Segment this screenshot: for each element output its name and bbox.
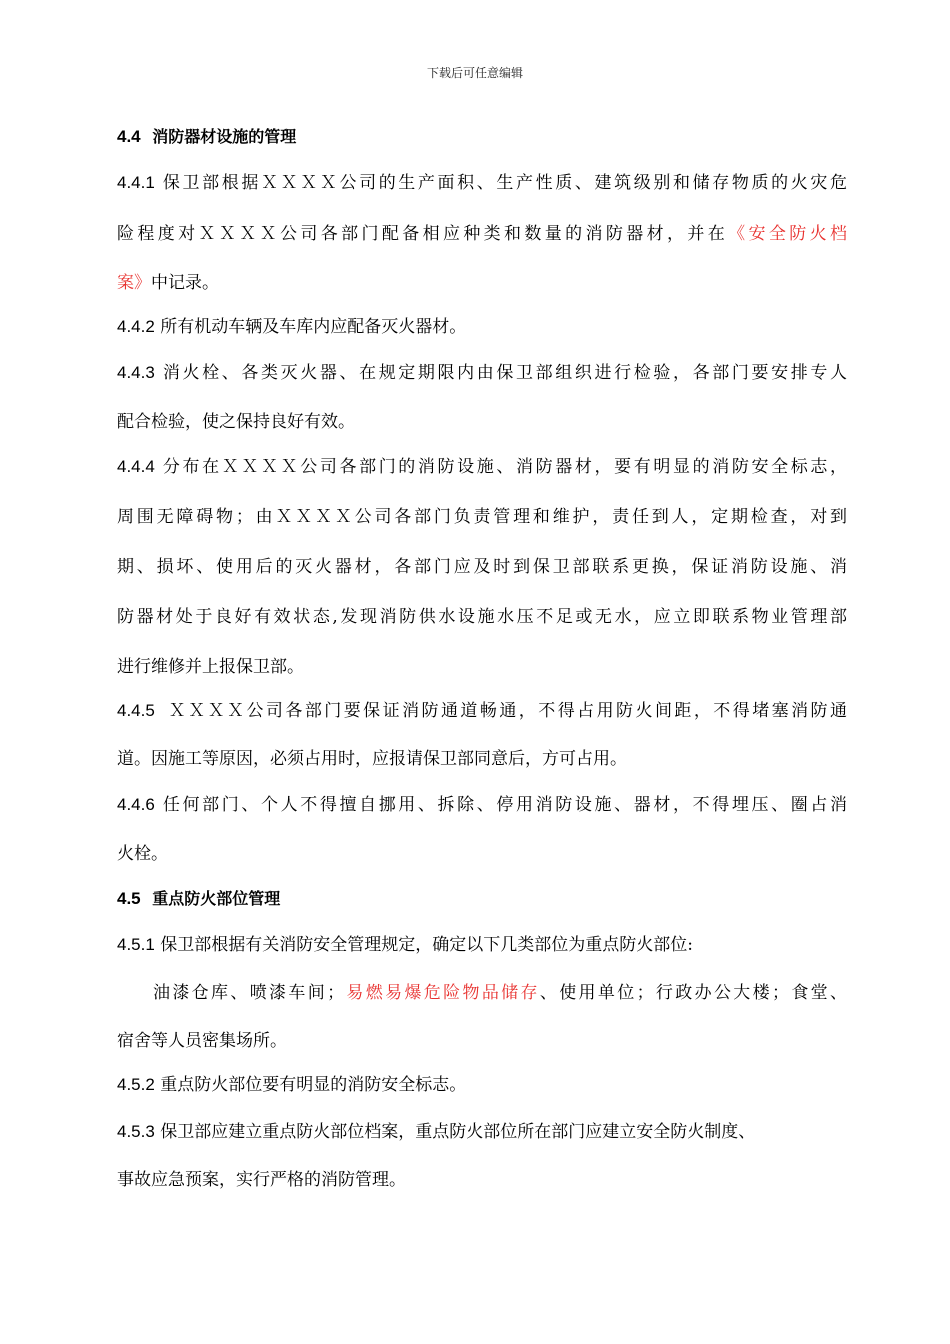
section-number: 4.4	[117, 127, 141, 146]
paragraph-4-4-5-line-2	[117, 748, 847, 770]
clause-text: 期、损坏、使用后的灭火器材，各部门应及时到保卫部联系更换，保证消防设施、消	[117, 557, 847, 577]
clause-text: 保卫部应建立重点防火部位档案，重点防火部位所在部门应建立安全防火制度、	[160, 1122, 756, 1142]
clause-text: 保卫部根据有关消防安全管理规定，确定以下几类部位为重点防火部位:	[160, 935, 693, 955]
clause-number: 4.4.2	[117, 317, 155, 336]
clause-text: 周围无障碍物；由ＸＸＸＸ公司各部门负责管理和维护，责任到人，定期检查，对到	[117, 507, 847, 527]
paragraph-4-4-2	[117, 316, 847, 338]
clause-number: 4.4.3	[117, 363, 155, 382]
paragraph-4-4-5-line-1	[117, 700, 847, 722]
clause-text: 事故应急预案，实行严格的消防管理。	[117, 1170, 406, 1190]
clause-text: 宿舍等人员密集场所。	[117, 1031, 287, 1051]
highlighted-text: 易燃易爆危险物品储存	[344, 983, 540, 1003]
section-heading-4-4	[117, 126, 847, 148]
clause-number: 4.4.5	[117, 701, 155, 720]
paragraph-4-4-4-line-2	[117, 506, 847, 528]
clause-number: 4.4.6	[117, 795, 155, 814]
clause-text: 、使用单位；行政办公大楼；食堂、	[539, 983, 848, 1003]
paragraph-4-4-4-line-4	[117, 606, 847, 628]
clause-text: 配合检验，使之保持良好有效。	[117, 412, 355, 432]
clause-number: 4.5.1	[117, 935, 155, 954]
paragraph-4-4-6-line-2	[117, 843, 847, 865]
clause-text: 所有机动车辆及车库内应配备灭火器材。	[160, 317, 467, 337]
clause-number: 4.4.4	[117, 457, 155, 476]
paragraph-4-5-2	[117, 1074, 847, 1096]
paragraph-4-4-3-line-1	[117, 362, 847, 384]
clause-text: 道。因施工等原因，必须占用时，应报请保卫部同意后，方可占用。	[117, 749, 627, 769]
section-number: 4.5	[117, 889, 141, 908]
paragraph-4-5-1-line-3	[117, 1030, 847, 1052]
clause-text: 重点防火部位要有明显的消防安全标志。	[160, 1075, 467, 1095]
clause-text: ＸＸＸＸ公司各部门要保证消防通道畅通，不得占用防火间距，不得堵塞消防通	[168, 701, 848, 721]
paragraph-4-5-1-line-2	[153, 982, 847, 1004]
clause-text: 任何部门、个人不得擅自挪用、拆除、停用消防设施、器材，不得埋压、圈占消	[162, 795, 848, 815]
highlighted-text: 《安全防火档	[728, 224, 848, 244]
clause-number: 4.5.2	[117, 1075, 155, 1094]
paragraph-4-4-4-line-1	[117, 456, 847, 478]
clause-text: 消火栓、各类灭火器、在规定期限内由保卫部组织进行检验，各部门要安排专人	[162, 363, 848, 383]
clause-text: 油漆仓库、喷漆车间；	[153, 983, 345, 1003]
paragraph-4-4-1-line-1	[117, 172, 847, 194]
paragraph-4-4-1-line-3	[117, 272, 847, 294]
section-heading-4-5	[117, 888, 847, 910]
clause-text: 进行维修并上报保卫部。	[117, 657, 304, 677]
highlighted-text: 案》	[117, 273, 151, 293]
clause-text: 火栓。	[117, 844, 168, 864]
paragraph-4-4-4-line-3	[117, 556, 847, 578]
paragraph-4-5-3-line-2	[117, 1169, 847, 1191]
paragraph-4-4-4-line-5	[117, 656, 847, 678]
clause-number: 4.4.1	[117, 173, 155, 192]
paragraph-4-4-6-line-1	[117, 794, 847, 816]
clause-text: 险程度对ＸＸＸＸ公司各部门配备相应种类和数量的消防器材，并在	[117, 224, 729, 244]
clause-text: 分布在ＸＸＸＸ公司各部门的消防设施、消防器材，要有明显的消防安全标志，	[162, 457, 848, 477]
paragraph-4-5-1-line-1	[117, 934, 847, 956]
page-header: 下载后可任意编辑	[426, 66, 523, 80]
paragraph-4-4-1-line-2	[117, 223, 847, 245]
clause-text: 中记录。	[151, 273, 219, 293]
paragraph-4-4-3-line-2	[117, 411, 847, 433]
section-title: 重点防火部位管理	[152, 889, 281, 908]
clause-number: 4.5.3	[117, 1122, 155, 1141]
section-title: 消防器材设施的管理	[152, 127, 297, 146]
paragraph-4-5-3-line-1	[117, 1121, 847, 1143]
clause-text: 保卫部根据ＸＸＸＸ公司的生产面积、生产性质、建筑级别和储存物质的火灾危	[162, 173, 848, 193]
clause-text: 防器材处于良好有效状态,发现消防供水设施水压不足或无水，应立即联系物业管理部	[117, 607, 847, 627]
